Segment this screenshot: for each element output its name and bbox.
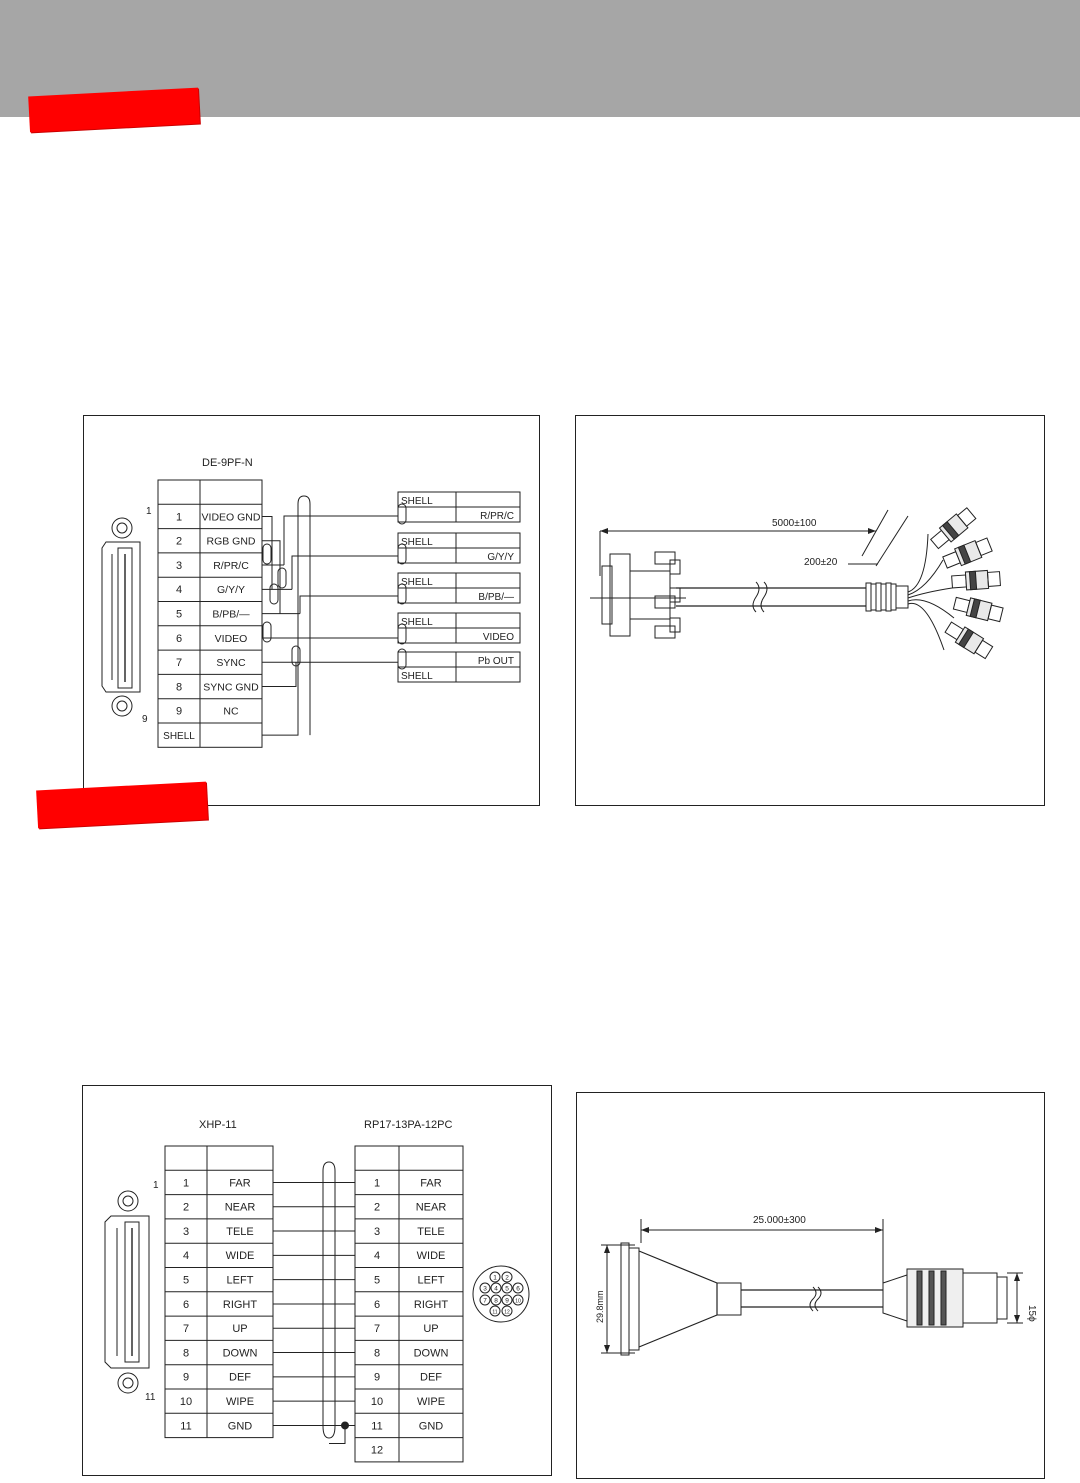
round-connector-face — [473, 1266, 529, 1322]
pin-number: 1 — [175, 511, 183, 524]
pin-signal-name: B/PB/— — [212, 608, 250, 621]
strain-relief-ring — [881, 584, 886, 610]
corner-pin-label-bottom: 9 — [142, 714, 148, 725]
bnc-ferrule — [952, 575, 967, 588]
breakout-lead — [908, 560, 943, 595]
bnc-connector — [943, 620, 993, 661]
signal-wire-gyy — [292, 556, 398, 589]
mounting-hole-inner — [123, 1378, 133, 1388]
pin-signal-name: RGB GND — [206, 535, 256, 548]
connector-face-pin-number: 10 — [515, 1298, 521, 1305]
dimension-arrow — [600, 528, 608, 534]
pin-number: 1 — [182, 1177, 190, 1190]
round-connector-body — [907, 1269, 963, 1327]
connector-face-pin-number: 1 — [493, 1274, 497, 1282]
ground-wire — [262, 662, 296, 686]
pin-number: 11 — [180, 1420, 192, 1433]
pin-number: 7 — [175, 657, 183, 670]
bnc-body — [965, 570, 988, 589]
bnc-tip — [987, 572, 1000, 587]
pin-number: 7 — [182, 1323, 190, 1336]
dimension-arrow — [1014, 1273, 1020, 1281]
bnc-connector — [951, 570, 1000, 591]
pin-number: 9 — [175, 705, 183, 718]
pin-table — [158, 480, 262, 747]
pin-number: 2 — [175, 535, 183, 548]
xhp-wiring-diagram — [83, 1086, 553, 1477]
mounting-hole-inner — [117, 523, 127, 533]
connector-body — [102, 542, 140, 692]
strain-relief-ring — [891, 584, 896, 610]
pin-signal-name: NEAR — [415, 1201, 447, 1214]
pin-number: SHELL — [163, 731, 195, 742]
strain-relief-ring — [886, 583, 891, 611]
cable-length-label: 25.000±300 — [753, 1215, 806, 1226]
pin-signal-name: VIDEO GND — [201, 511, 261, 524]
pin-signal-name: VIDEO — [214, 632, 248, 645]
db-connector-drawing — [102, 518, 140, 716]
connector-boot-taper — [883, 1275, 907, 1321]
pin-signal-name: TELE — [417, 1225, 445, 1238]
pin-signal-name: GND — [418, 1420, 444, 1433]
right-connector-title: RP17-13PA-12PC — [364, 1119, 453, 1131]
breakout-cable-drawing — [576, 416, 1046, 807]
pin-number: 11 — [371, 1420, 383, 1433]
break-mark — [753, 582, 759, 612]
pin-number: 5 — [175, 608, 183, 621]
connector-diameter-label: 15ϕ — [1026, 1305, 1037, 1322]
pin-number: 9 — [182, 1371, 190, 1384]
panel-control-cable-drawing — [576, 1092, 1045, 1479]
pin-signal-name: LEFT — [226, 1274, 254, 1287]
dimension-arrow — [641, 1227, 649, 1233]
mounting-hole — [118, 1191, 138, 1211]
panel-de9-wiring — [83, 415, 540, 806]
pin-number: 5 — [373, 1274, 381, 1287]
corner-pin-label-bottom: 11 — [145, 1392, 156, 1403]
signal-wire-bpb — [300, 596, 398, 614]
control-cable-drawing — [577, 1093, 1046, 1480]
output-connector-tables — [398, 492, 520, 682]
connector-title: DE-9PF-N — [202, 457, 253, 469]
output-signal-label: R/PR/C — [480, 511, 514, 522]
pin-signal-name: FAR — [229, 1177, 251, 1190]
knurl-band — [929, 1271, 934, 1325]
pin-signal-name: WIDE — [416, 1250, 446, 1263]
coax-shield-capsule — [263, 622, 271, 642]
round-connector-nose — [963, 1273, 997, 1323]
connector-face-pin-number: 2 — [505, 1274, 509, 1282]
pin-signal-name: RIGHT — [222, 1298, 258, 1311]
connector-face-pin-number: 5 — [505, 1285, 509, 1293]
pin-number: 9 — [373, 1371, 381, 1384]
left-pin-table — [165, 1146, 273, 1438]
pin-signal-name: DEF — [229, 1371, 251, 1384]
pin-signal-name: DOWN — [222, 1347, 258, 1360]
wiring-lines — [262, 496, 406, 735]
pin-signal-name: UP — [232, 1323, 248, 1336]
mounting-hole — [112, 518, 132, 538]
pin-number: 8 — [373, 1347, 381, 1360]
breakout-lead — [908, 603, 944, 650]
pin-signal-name: UP — [423, 1323, 439, 1336]
pin-signal-name: DOWN — [413, 1347, 449, 1360]
pin-number: 6 — [175, 632, 183, 645]
connector-hood — [629, 1248, 639, 1350]
connector-flange — [621, 1243, 629, 1355]
shell-shield-wire — [262, 496, 310, 735]
strain-relief-boot — [717, 1283, 741, 1315]
thumb-screw — [655, 552, 675, 564]
pin-number: 2 — [182, 1201, 190, 1214]
dimension-arrow — [875, 1227, 883, 1233]
breakout-lead — [908, 588, 952, 598]
pin-signal-name: RIGHT — [413, 1298, 449, 1311]
round-connector-tip — [997, 1277, 1007, 1319]
dimension-arrow — [604, 1245, 610, 1253]
panel-breakout-cable-drawing — [575, 415, 1045, 806]
output-shell-label: SHELL — [401, 577, 433, 588]
dimension-arrow — [1014, 1315, 1020, 1323]
wiring-lines — [273, 1162, 355, 1443]
section-tag-red — [28, 88, 200, 133]
pin-number: 10 — [370, 1396, 384, 1408]
output-signal-label: B/PB/— — [478, 592, 514, 603]
pin-signal-name: NEAR — [224, 1201, 256, 1214]
pin-number: 10 — [179, 1396, 193, 1408]
bnc-grip — [969, 571, 976, 589]
output-signal-label: VIDEO — [482, 632, 514, 643]
bnc-connector — [942, 536, 993, 571]
connector-face-pin-number: 6 — [516, 1285, 520, 1293]
connector-hood — [630, 571, 670, 619]
knurl-band — [941, 1271, 946, 1325]
mounting-hole-inner — [117, 701, 127, 711]
pin-signal-name: SYNC — [216, 657, 246, 670]
mounting-hole — [118, 1373, 138, 1393]
de9-wiring-diagram — [84, 416, 541, 807]
pin-signal-name: R/PR/C — [213, 559, 249, 572]
mounting-hole — [112, 696, 132, 716]
pin-number: 12 — [370, 1444, 384, 1457]
connector-face-pin-number: 3 — [483, 1285, 487, 1293]
coax-shield-capsule — [270, 584, 278, 604]
output-shell-label: SHELL — [401, 496, 433, 507]
pin-number: 5 — [182, 1274, 190, 1287]
left-connector-title: XHP-11 — [199, 1119, 237, 1131]
connector-face-outline — [473, 1266, 529, 1322]
pin-signal-name: DEF — [420, 1371, 442, 1384]
pin-signal-name: WIPE — [416, 1396, 446, 1408]
connector-face-pin-number: 7 — [483, 1297, 487, 1305]
coax-shield-capsule — [263, 544, 271, 564]
signal-wire-rpr — [284, 516, 398, 565]
pin-number: 3 — [182, 1225, 190, 1238]
knurl-band — [917, 1271, 922, 1325]
pin-signal-name: NC — [223, 705, 239, 718]
xhp-connector-drawing — [105, 1191, 149, 1393]
pin-signal-name: SYNC GND — [203, 681, 259, 694]
connector-housing-taper — [639, 1251, 717, 1347]
panel-xhp-wiring — [82, 1085, 552, 1476]
strain-relief-ring — [871, 584, 876, 610]
pin-signal-name: FAR — [420, 1177, 442, 1190]
pin-number: 7 — [373, 1323, 381, 1336]
breakout-boot — [896, 586, 908, 608]
pin-number: 8 — [175, 681, 183, 694]
output-shell-label: SHELL — [401, 537, 433, 548]
strain-relief-ring — [866, 583, 871, 611]
cable-outline — [590, 506, 1004, 660]
strain-relief-ring — [876, 583, 881, 611]
connector-body — [105, 1216, 149, 1368]
pin-signal-name: WIPE — [225, 1396, 255, 1408]
pin-number: 3 — [175, 559, 183, 572]
corner-pin-label-top: 1 — [146, 506, 152, 517]
connector-face-pin-number: 8 — [494, 1297, 498, 1305]
connector-face-pin-number: 4 — [494, 1285, 498, 1293]
section-tag-red — [36, 782, 208, 829]
connector-face-pin-number: 11 — [492, 1309, 498, 1316]
pin-number: 2 — [373, 1201, 381, 1214]
connector-face-pin-number: 9 — [505, 1297, 509, 1305]
coax-shield-capsule — [278, 568, 286, 588]
pin-number: 4 — [175, 584, 183, 597]
output-signal-label: G/Y/Y — [487, 552, 514, 563]
cable-shield-tube — [323, 1162, 335, 1438]
connector-width-label: 29.8mm — [595, 1290, 605, 1323]
breakout-length-label: 200±20 — [804, 557, 838, 568]
pin-signal-name: WIDE — [225, 1250, 255, 1263]
pin-number: 6 — [373, 1298, 381, 1311]
dimension-extension — [862, 510, 888, 556]
connector-face-pin-number: 12 — [504, 1309, 510, 1316]
pin-signal-name: TELE — [226, 1225, 254, 1238]
bnc-connector — [953, 594, 1004, 623]
output-shell-label: SHELL — [401, 617, 433, 628]
output-signal-label: Pb OUT — [477, 656, 514, 667]
pin-number: 4 — [373, 1250, 381, 1263]
cable-outline — [601, 1219, 1023, 1355]
corner-pin-label-top: 1 — [153, 1180, 159, 1191]
output-shell-label: SHELL — [401, 671, 433, 682]
pin-number: 4 — [182, 1250, 190, 1263]
pin-signal-name: GND — [227, 1420, 253, 1433]
breakout-lead — [908, 600, 954, 618]
right-pin-table — [355, 1146, 463, 1462]
pin-number: 6 — [182, 1298, 190, 1311]
pin-number: 3 — [373, 1225, 381, 1238]
dimension-arrow — [604, 1345, 610, 1353]
break-mark — [761, 582, 767, 612]
pin-signal-name: G/Y/Y — [216, 584, 246, 597]
pin-number: 1 — [373, 1177, 381, 1190]
connector-flange — [610, 554, 630, 636]
pin-number: 8 — [182, 1347, 190, 1360]
pin-signal-name: LEFT — [417, 1274, 445, 1287]
mounting-hole-inner — [123, 1196, 133, 1206]
cable-length-label: 5000±100 — [772, 518, 817, 529]
